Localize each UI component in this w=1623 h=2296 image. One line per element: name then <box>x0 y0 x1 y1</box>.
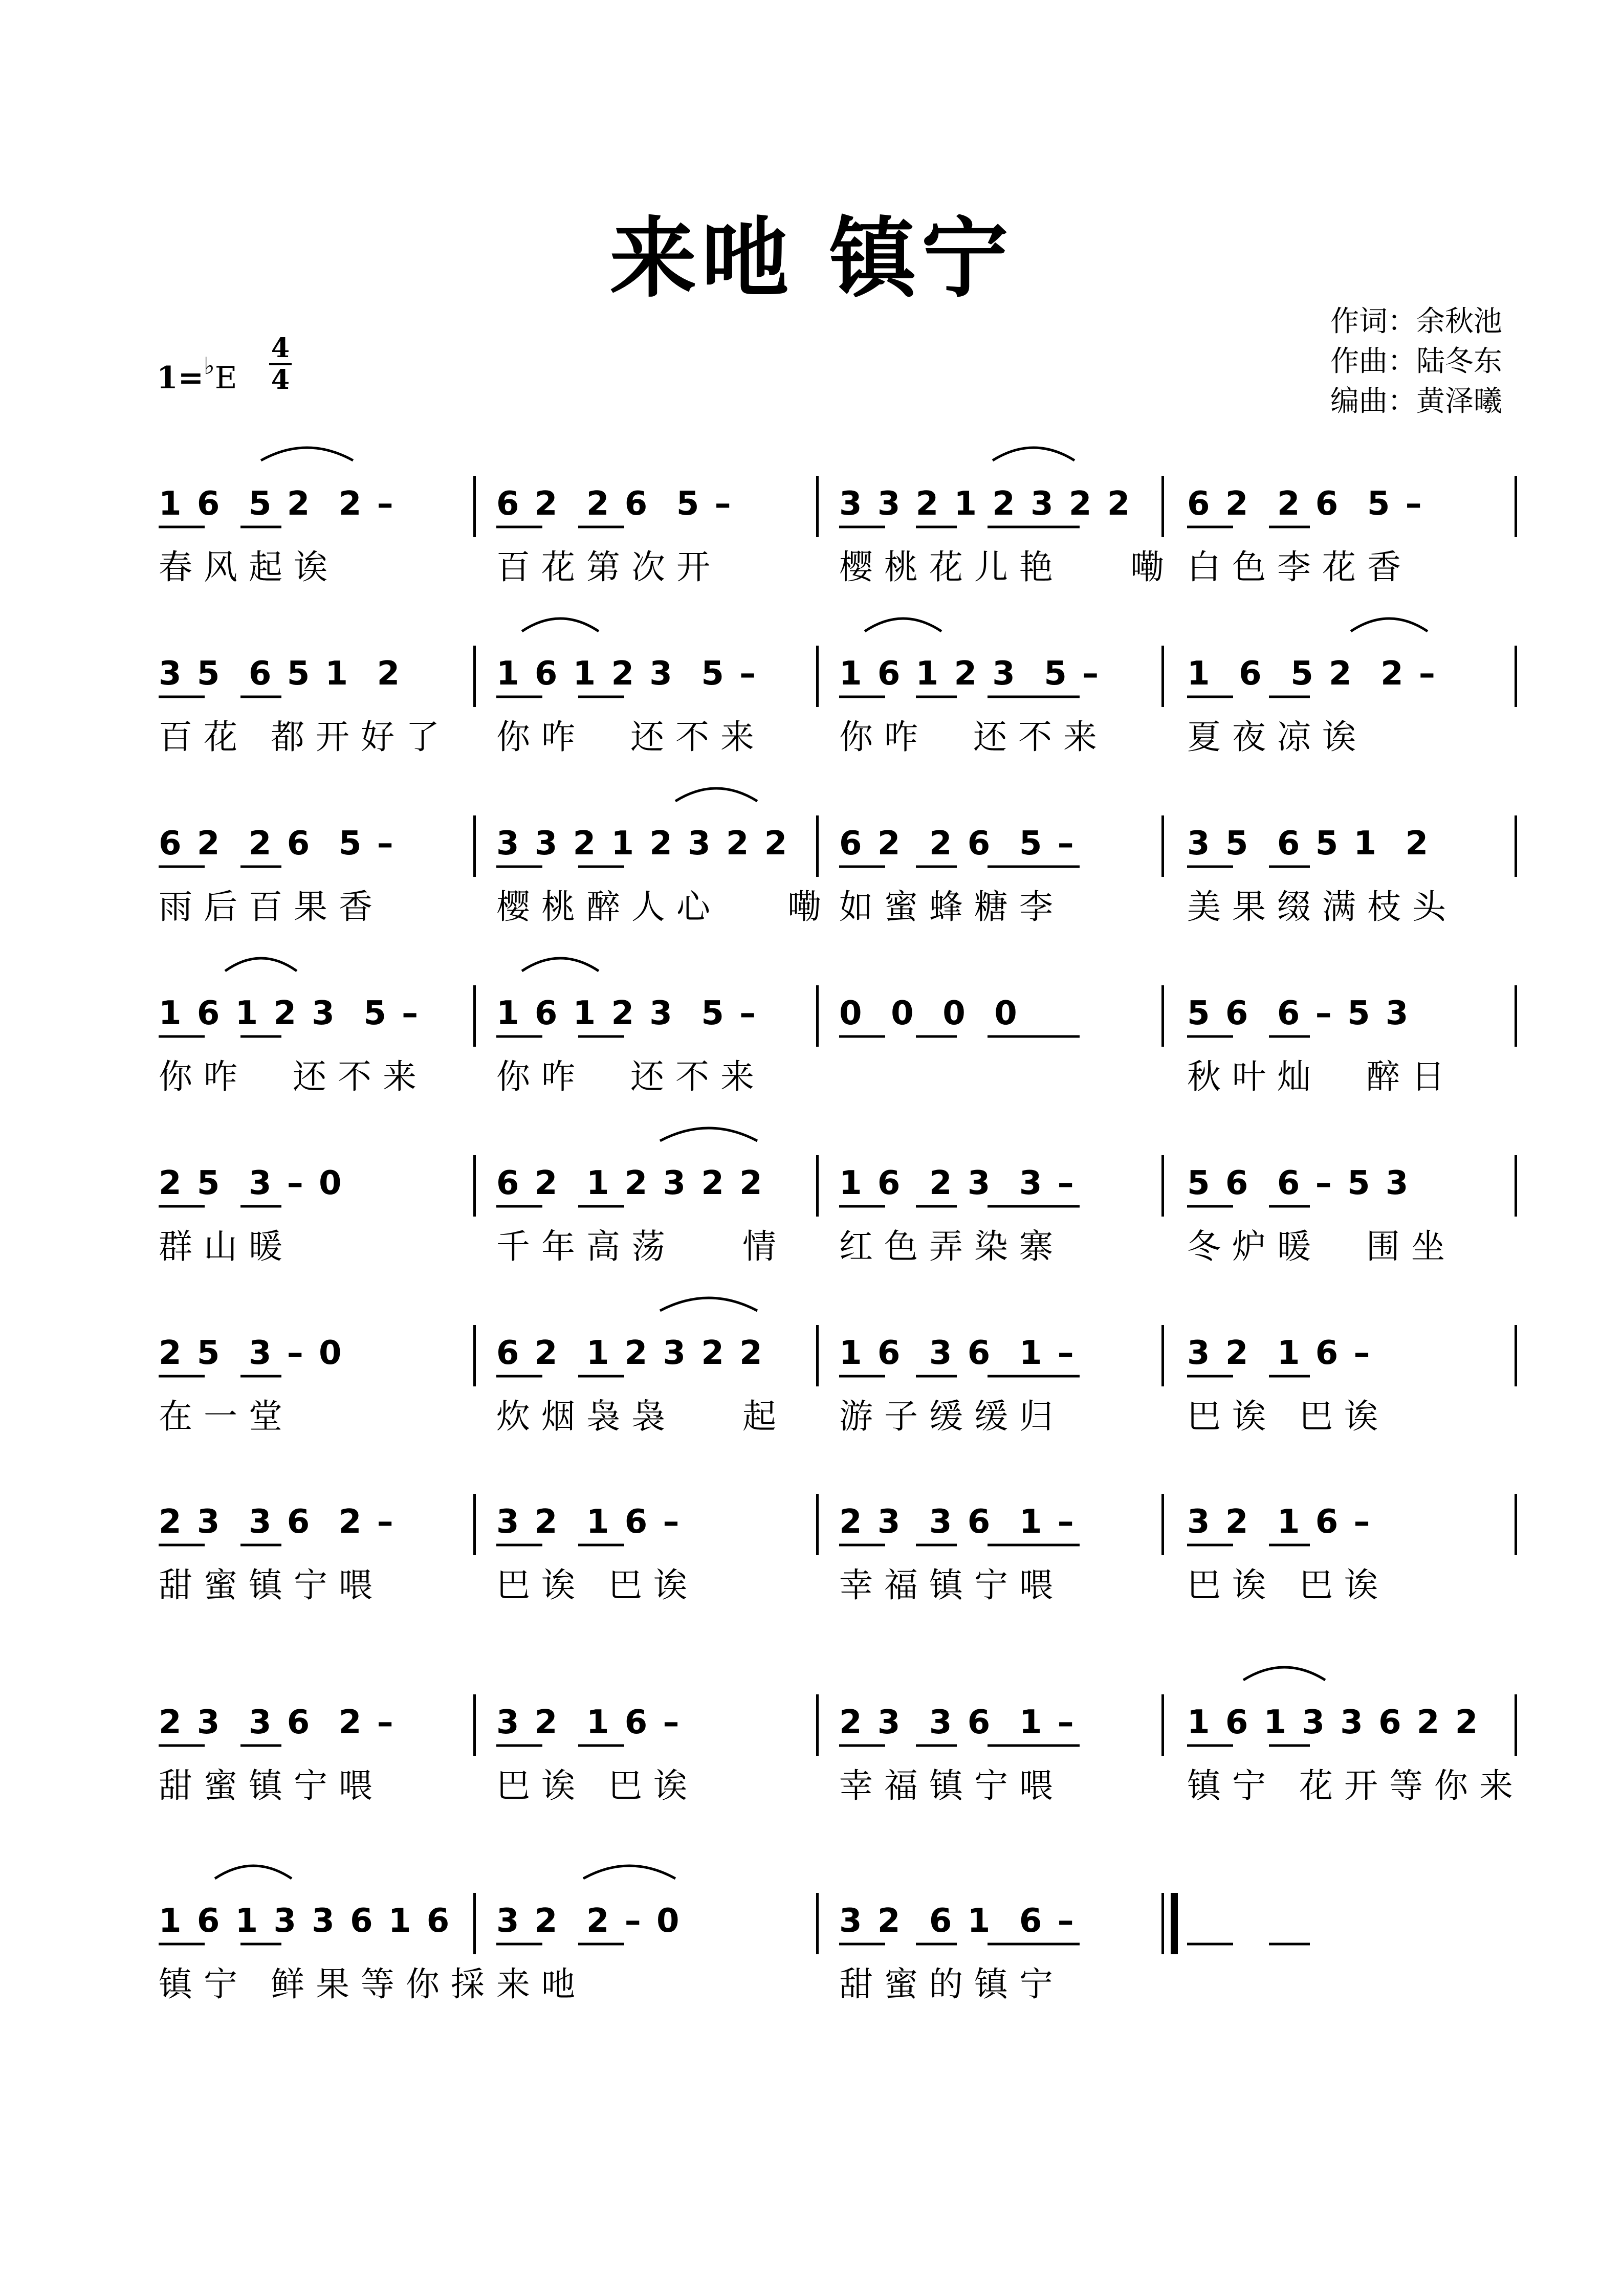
slur <box>1351 619 1428 631</box>
slur <box>522 619 599 631</box>
slur <box>215 1866 292 1879</box>
measure: 2 5 3 – 0 <box>159 1334 344 1372</box>
lyrics-row <box>159 1957 1517 2003</box>
measure: 1 6 1 2 3 5 – <box>496 995 758 1032</box>
lyric-segment: 群山暖 <box>159 1227 294 1266</box>
barline <box>816 1494 819 1555</box>
measure: 1 6 1 3 3 6 2 2 <box>1187 1704 1480 1741</box>
lyric-segment: 雨后百果香 <box>159 887 384 926</box>
measure: 3 5 6 5 1 2 <box>159 655 402 693</box>
barline <box>1161 1155 1164 1217</box>
barline <box>1161 1893 1164 1954</box>
measure: 3 2 1 6 – <box>496 1503 682 1541</box>
lyric-segment: 炊烟袅袅 起 <box>496 1397 787 1436</box>
measure: 3 3 2 1 2 3 2 2 <box>839 485 1132 523</box>
lyric-segment: 樱桃花儿艳 嘞 <box>839 547 1175 587</box>
slur <box>522 958 599 971</box>
slur <box>660 1298 757 1311</box>
lyrics-row <box>159 1558 1517 1604</box>
time-signature <box>269 334 292 395</box>
lyric-segment: 巴诶 巴诶 <box>496 1565 698 1605</box>
key-prefix: 1= <box>157 360 204 396</box>
lyrics-row <box>159 540 1517 586</box>
lyric-segment: 你咋 还不来 <box>496 717 765 757</box>
measure: 6 2 2 6 5 – <box>159 825 396 863</box>
lyric-segment: 你咋 还不来 <box>496 1057 765 1096</box>
lyric-segment: 秋叶灿 醉日 <box>1187 1057 1456 1096</box>
measure: 6 2 2 6 5 – <box>839 825 1076 863</box>
notation-row <box>159 815 1517 872</box>
slur <box>675 788 757 801</box>
lyric-segment: 来吔 <box>496 1964 586 2004</box>
barline <box>1161 985 1164 1047</box>
barline <box>1515 476 1517 537</box>
slur <box>993 448 1074 460</box>
lyric-segment: 美果缀满枝头 <box>1187 887 1457 926</box>
lyric-segment: 镇宁 花开等你来 <box>1187 1766 1524 1805</box>
lyric-segment: 巴诶 巴诶 <box>1187 1565 1389 1605</box>
key-note: E <box>214 360 237 396</box>
slur <box>1243 1667 1325 1680</box>
measure: 5 6 6 – 5 3 <box>1187 995 1411 1032</box>
lyric-segment: 百花第次开 <box>496 547 721 587</box>
measure: 1 6 5 2 2 – <box>159 485 396 523</box>
barline <box>473 1893 476 1954</box>
measure: 1 6 2 3 3 – <box>839 1164 1076 1202</box>
barline <box>1161 476 1164 537</box>
credits-block <box>1330 302 1502 422</box>
lyric-segment: 甜蜜的镇宁 <box>839 1964 1064 2004</box>
measure: 1 6 1 2 3 5 – <box>839 655 1101 693</box>
barline <box>1515 1325 1517 1386</box>
lyric-segment: 冬炉暖 围坐 <box>1187 1227 1456 1266</box>
lyric-segment: 游子缓缓归 <box>839 1397 1064 1436</box>
lyric-segment: 甜蜜镇宁喂 <box>159 1565 384 1605</box>
barline <box>816 985 819 1047</box>
measure: 3 2 2 – 0 <box>496 1902 682 1940</box>
measure: 1 6 5 2 2 – <box>1187 655 1437 693</box>
measure: 0 0 0 0 <box>839 995 1019 1032</box>
notation-row <box>159 1893 1517 1949</box>
barline <box>1161 815 1164 877</box>
slur <box>261 448 353 460</box>
lyric-segment: 幸福镇宁喂 <box>839 1565 1064 1605</box>
measure: 1 6 1 3 3 6 1 6 <box>159 1902 452 1940</box>
lyric-segment: 巴诶 巴诶 <box>496 1766 698 1805</box>
barline <box>473 1155 476 1217</box>
barline <box>1515 646 1517 707</box>
barline <box>473 815 476 877</box>
notation-row <box>159 1494 1517 1550</box>
slur <box>660 1128 757 1141</box>
notation-row <box>159 1325 1517 1381</box>
lyric-segment: 如蜜蜂糖李 <box>839 887 1064 926</box>
key-signature <box>157 352 237 396</box>
lyrics-row <box>159 1389 1517 1435</box>
lyrics-row <box>159 1219 1517 1265</box>
measure: 2 3 3 6 2 – <box>159 1704 396 1741</box>
notation-row <box>159 646 1517 702</box>
notation-row <box>159 476 1517 532</box>
barline <box>1161 1694 1164 1756</box>
barline <box>1515 815 1517 877</box>
barline <box>1515 1694 1517 1756</box>
measure: 2 3 3 6 1 – <box>839 1704 1076 1741</box>
slur <box>225 958 297 971</box>
arranger-credit: 编曲：黄泽曦 <box>1330 385 1502 418</box>
measure: 1 6 1 2 3 5 – <box>159 995 421 1032</box>
slur <box>865 619 941 631</box>
lyric-segment: 镇宁 鲜果等你採 <box>159 1964 496 2004</box>
measure: 3 2 6 1 6 – <box>839 1902 1076 1940</box>
barline <box>1161 1494 1164 1555</box>
barline <box>1161 646 1164 707</box>
measure: 2 3 3 6 1 – <box>839 1503 1076 1541</box>
lyric-segment: 巴诶 巴诶 <box>1187 1397 1389 1436</box>
lyric-segment: 春风起诶 <box>159 547 339 587</box>
measure: 1 6 1 2 3 5 – <box>496 655 758 693</box>
lyric-segment: 樱桃醉人心 嘞 <box>496 887 832 926</box>
lyric-segment: 千年高荡 情 <box>496 1227 787 1266</box>
measure: 6 2 2 6 5 – <box>1187 485 1424 523</box>
composer-credit: 作曲：陆冬东 <box>1330 345 1502 378</box>
lyric-segment: 夏夜凉诶 <box>1187 717 1367 757</box>
barline <box>1515 1155 1517 1217</box>
barline <box>1515 985 1517 1047</box>
lyric-segment: 你咋 还不来 <box>839 717 1108 757</box>
final-barline <box>1171 1893 1178 1954</box>
barline <box>473 476 476 537</box>
measure: 3 2 1 6 – <box>1187 1334 1372 1372</box>
barline <box>473 1694 476 1756</box>
time-signature-bottom: 4 <box>271 364 290 395</box>
lyric-segment: 你咋 还不来 <box>159 1057 428 1096</box>
notation-row <box>159 1694 1517 1751</box>
flat-sign: ♭ <box>204 352 215 380</box>
measure: 3 2 1 6 – <box>1187 1503 1372 1541</box>
lyric-segment: 甜蜜镇宁喂 <box>159 1766 384 1805</box>
barline <box>816 815 819 877</box>
barline <box>473 646 476 707</box>
barline <box>816 1325 819 1386</box>
measure: 3 3 2 1 2 3 2 2 <box>496 825 789 863</box>
measure: 2 5 3 – 0 <box>159 1164 344 1202</box>
barline <box>473 1325 476 1386</box>
page-title: 来吔 镇宁 <box>609 207 1014 310</box>
barline <box>1161 1325 1164 1386</box>
measure: 3 5 6 5 1 2 <box>1187 825 1431 863</box>
lyrics-row <box>159 1758 1524 1805</box>
time-signature-top: 4 <box>271 333 290 364</box>
lyrics-row <box>159 710 1517 756</box>
measure: 6 2 2 6 5 – <box>496 485 733 523</box>
lyrics-row <box>159 1049 1517 1095</box>
measure: 1 6 3 6 1 – <box>839 1334 1076 1372</box>
lyric-segment: 白色李花香 <box>1187 547 1412 587</box>
measure: 6 2 1 2 3 2 2 <box>496 1164 764 1202</box>
barline <box>1515 1494 1517 1555</box>
barline <box>816 1893 819 1954</box>
lyricist-credit: 作词：余秋池 <box>1330 305 1502 338</box>
lyrics-row <box>159 879 1517 925</box>
measure: 5 6 6 – 5 3 <box>1187 1164 1411 1202</box>
measure: 2 3 3 6 2 – <box>159 1503 396 1541</box>
barline <box>816 1694 819 1756</box>
lyric-segment: 在一堂 <box>159 1397 294 1436</box>
measure: 3 2 1 6 – <box>496 1704 682 1741</box>
barline <box>816 646 819 707</box>
lyric-segment: 红色弄染寨 <box>839 1227 1064 1266</box>
notation-row <box>159 985 1517 1042</box>
notation-row <box>159 1155 1517 1211</box>
barline <box>816 476 819 537</box>
barline <box>473 1494 476 1555</box>
lyric-segment: 百花 都开好了 <box>159 717 451 757</box>
slur <box>583 1866 675 1879</box>
lyric-segment: 幸福镇宁喂 <box>839 1766 1064 1805</box>
barline <box>473 985 476 1047</box>
barline <box>816 1155 819 1217</box>
measure: 6 2 1 2 3 2 2 <box>496 1334 764 1372</box>
